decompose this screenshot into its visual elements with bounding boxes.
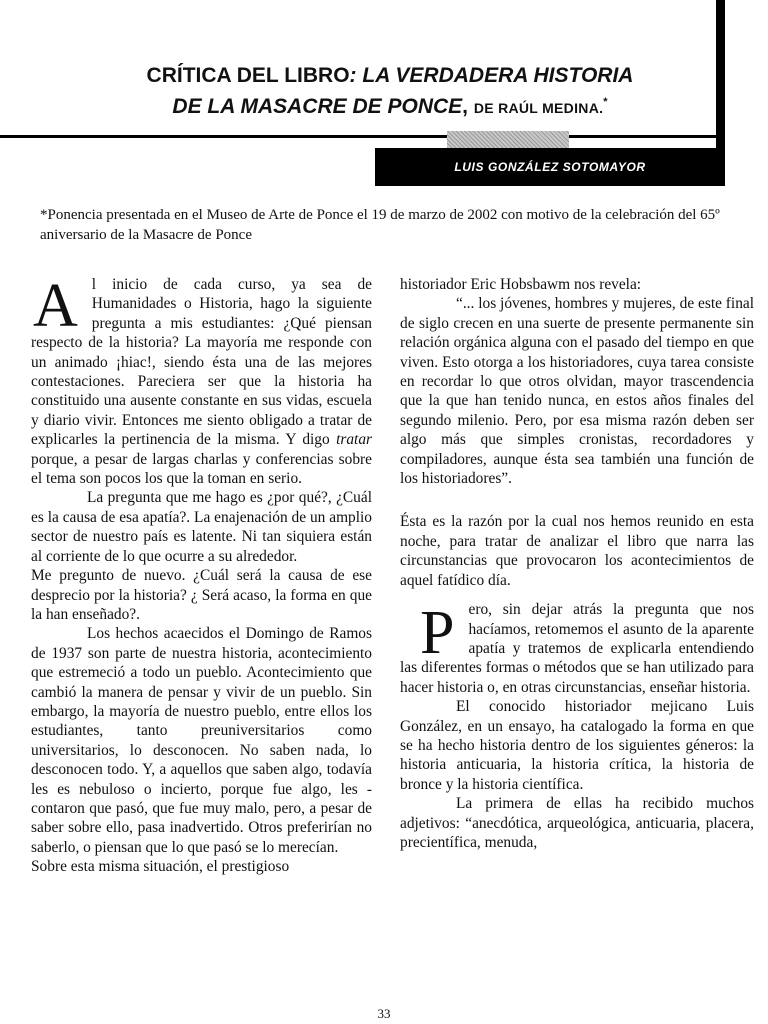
- dropcap-p: P: [420, 599, 455, 668]
- right-paragraph-1: historiador Eric Hobsbawm nos revela:: [400, 276, 642, 293]
- title-prefix: CRÍTICA DEL LIBRO: [146, 64, 350, 87]
- right-p3-text: ero, sin dejar atrás la pregunta que nos hacíamos, retomemos el asunto de la aparente apatía y tratemos de explicarla entendiendo las diferentes formas o métodos que se han utilizado para hacer historia o, en otras circunstancias, enseñar historia.: [400, 601, 754, 696]
- left-paragraph-4: Los hechos acaecidos el Domingo de Ramos de 1937 son parte de nuestra historia, acontecimiento que estremeció a todo un pueblo. Acontecimiento que cambió la manera de pensar y vivir de un pueblo. Sin embargo, la mayoría de nuestro pueblo, entre ellos los estudiantes, tanto preuniversitarios como universitarios, lo desconocen. No saben nada, lo desconocen todo. Y, a aquellos que saben algo, todavía les es nebuloso o incierto, porque fue algo, les - contaron que pasó, que fue muy malo, pero, a pesar de saber sobre ello, pasa inadvertido. Otros preferirían no saberlo, o piensan que lo que pasó se lo merecían.: [31, 625, 372, 856]
- left-column: [31, 272, 372, 877]
- page-number: 33: [377, 1006, 391, 1021]
- title-comma: ,: [462, 95, 474, 118]
- left-p1-text: l inicio de cada curso, ya sea de Humanidades o Historia, hago la siguiente pregunta a mis estudiantes: ¿Qué piensan respecto de la historia? La mayoría me responde con un animado ¡hiac!, siendo ésta una de las mejores contestaciones. Pareciera ser que la historia ha constituido una ausente constante en sus vidas, escuela y diario vivir. Entonces me siento obligado a tratar de explicarles la pertinencia de la misma. Y digo: [31, 276, 372, 449]
- header-shade-block: [447, 131, 569, 148]
- header-rule: [0, 135, 722, 138]
- left-paragraph-5: Sobre esta misma situación, el prestigioso: [31, 858, 290, 876]
- left-paragraph-3: Me pregunto de nuevo. ¿Cuál será la causa de ese desprecio por la historia? ¿ Será acaso, la forma en que la han enseñado?.: [31, 567, 372, 623]
- left-p1-italic: tratar: [336, 431, 372, 449]
- left-paragraph-2: La pregunta que me hago es ¿por qué?, ¿Cuál es la causa de esa apatía?. La enajenación de un amplio sector de nuestro país es latente. Ni tan siquiera están al corriente de lo que ocurre a su alrededor.: [31, 489, 372, 565]
- left-p1-end: porque, a pesar de largas charlas y conferencias sobre el tema son pocos los que la toman en serio.: [31, 450, 372, 488]
- right-paragraph-2: Ésta es la razón por la cual nos hemos reunido en esta noche, para tratar de analizar el libro que narra las circunstancias que provocaron los acontecimientos de aquel fatídico día.: [400, 513, 754, 589]
- article-title: [50, 62, 730, 122]
- title-colon: :: [349, 64, 363, 87]
- right-column: [400, 275, 754, 852]
- footnote: *Ponencia presentada en el Museo de Arte de Ponce el 19 de marzo de 2002 con motivo de la celebración del 65º aniversario de la Masacre de Ponce: [40, 207, 720, 243]
- author-banner: [375, 148, 725, 186]
- right-paragraph-4: El conocido historiador mejicano Luis González, en un ensayo, ha catalogado la forma en que se ha hecho historia dentro de los siguientes géneros: la historia anticuaria, la historia crítica, la historia de bronce y la historia científica.: [400, 698, 754, 793]
- dropcap-a: A: [33, 272, 78, 340]
- author-name: LUIS GONZÁLEZ SOTOMAYOR: [454, 160, 646, 174]
- title-footnote-mark: *: [603, 96, 608, 108]
- title-book-author: DE RAÚL MEDINA.: [473, 100, 604, 116]
- hobsbawm-quote: “... los jóvenes, hombres y mujeres, de este final de siglo crecen en una suerte de presente permanente sin relación orgánica alguna con el pasado del tiempo en que viven. Esto otorga a los historiadores, cuya tarea consiste en recordar lo que otros olvidan, mayor trascendencia que la que han tenido nunca, en estos años finales del segundo milenio. Pero, por esa misma razón deben ser algo más que simples cronistas, recordadores y compiladores, aunque ésta sea también una función de los historiadores”.: [400, 295, 754, 488]
- left-paragraph-1: [31, 272, 372, 488]
- right-paragraph-5: La primera de ellas ha recibido muchos adjetivos: “anecdótica, arqueológica, anticuaria, placera, precientífica, menuda,: [400, 795, 754, 851]
- title-book-line1: LA VERDADERA HISTORIA: [362, 64, 634, 87]
- right-paragraph-3: [400, 600, 754, 697]
- title-book-line2: DE LA MASACRE DE PONCE: [172, 95, 463, 118]
